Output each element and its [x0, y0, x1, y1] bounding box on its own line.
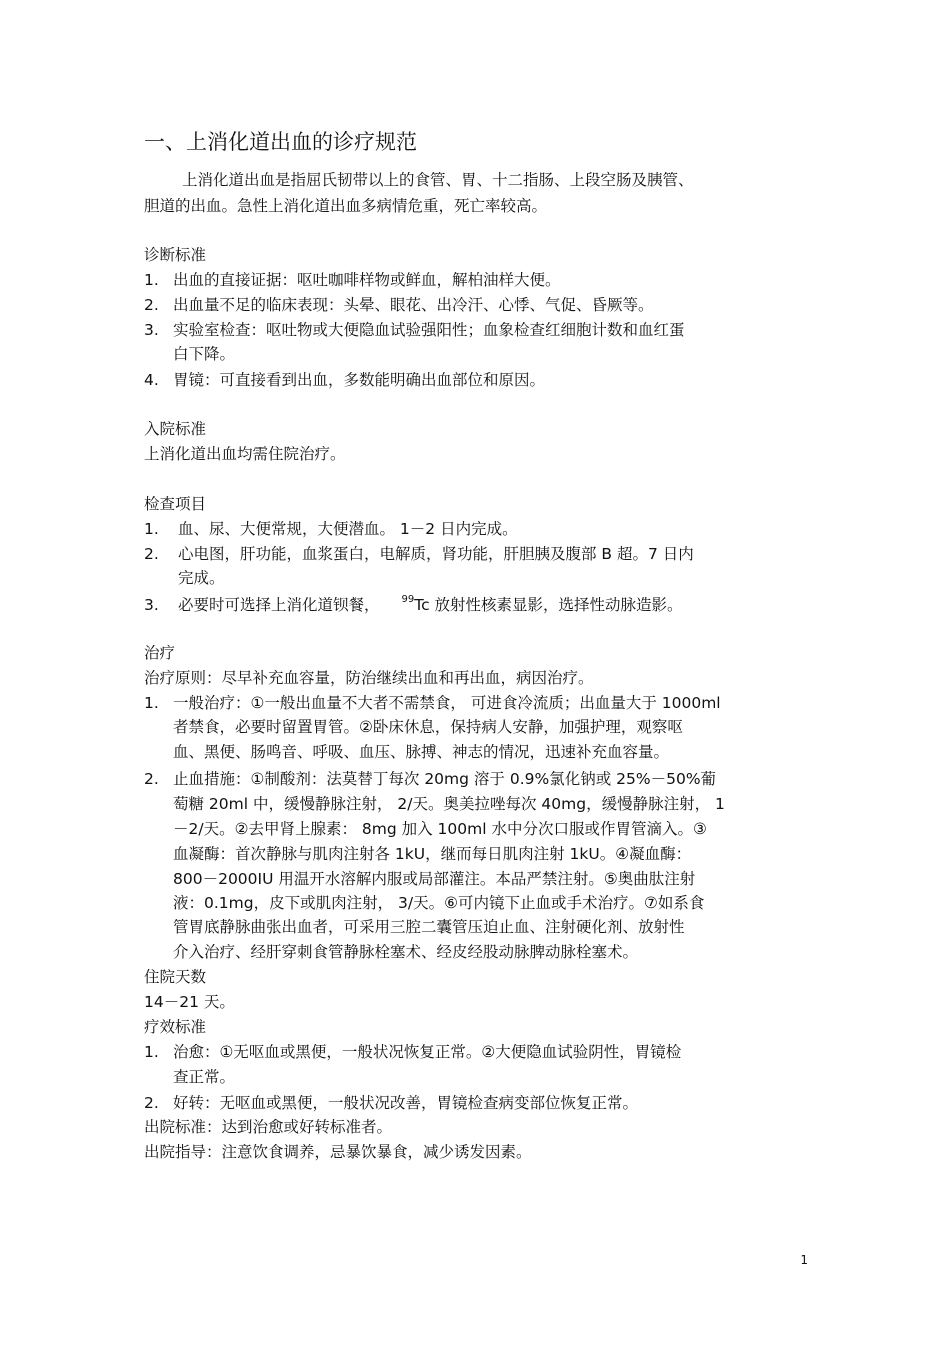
list-number: 1. — [144, 271, 159, 289]
section-heading-stay: 住院天数 — [144, 968, 207, 986]
list-item: 一般治疗：①一般出血量不大者不需禁食， 可进食冷流质；出血量大于 1000ml — [173, 694, 721, 712]
section-heading-treatment: 治疗 — [144, 644, 176, 662]
list-item-continued: 管胃底静脉曲张出血者，可采用三腔二囊管压迫止血、注射硬化剂、放射性 — [173, 918, 685, 936]
list-item-text: Tc 放射性核素显影，选择性动脉造影。 — [414, 596, 683, 614]
list-item: 出血量不足的临床表现：头晕、眼花、出冷汗、心悸、气促、昏厥等。 — [173, 296, 654, 314]
list-item-continued: 者禁食，必要时留置胃管。②卧床休息，保持病人安静，加强护理，观察呕 — [173, 718, 683, 736]
intro-line: 胆道的出血。急性上消化道出血多病情危重，死亡率较高。 — [144, 197, 548, 215]
list-item: 胃镜：可直接看到出血，多数能明确出血部位和原因。 — [173, 371, 546, 389]
intro-line: 上消化道出血是指屈氏韧带以上的食管、胃、十二指肠、上段空肠及胰管、 — [182, 171, 694, 189]
list-item-continued: 查正常。 — [173, 1068, 236, 1086]
list-item-continued: 血、黑便、肠鸣音、呼吸、血压、脉搏、神志的情况，迅速补充血容量。 — [173, 743, 670, 761]
treatment-principle: 治疗原则：尽早补充血容量，防治继续出血和再出血，病因治疗。 — [144, 669, 594, 687]
list-item: 出血的直接证据：呕吐咖啡样物或鲜血，解柏油样大便。 — [173, 271, 561, 289]
list-item: 血、尿、大便常规，大便潜血。 1－2 日内完成。 — [178, 520, 518, 538]
list-number: 2. — [144, 296, 159, 314]
list-item-text: 必要时可选择上消化道钡餐， — [178, 596, 380, 614]
admission-text: 上消化道出血均需住院治疗。 — [144, 445, 346, 463]
discharge-criteria: 出院标准：达到治愈或好转标准者。 — [144, 1118, 393, 1136]
superscript: 99 — [401, 594, 415, 605]
list-item: 心电图，肝功能，血浆蛋白，电解质，肾功能，肝胆胰及腹部 B 超。7 日内 — [178, 545, 694, 563]
list-number: 2. — [144, 1094, 159, 1112]
list-item — [178, 594, 683, 619]
list-item-continued: 介入治疗、经肝穿刺食管静脉栓塞术、经皮经股动脉脾动脉栓塞术。 — [173, 943, 639, 961]
list-item: 止血措施：①制酸剂：法莫替丁每次 20mg 溶于 0.9%氯化钠或 25%－50%葡 — [173, 770, 717, 788]
list-number: 3. — [144, 596, 159, 614]
list-item-continued: 液：0.1mg，皮下或肌肉注射， 3/天。⑥可内镜下止血或手术治疗。⑦如系食 — [173, 894, 705, 912]
section-heading-efficacy: 疗效标准 — [144, 1018, 207, 1036]
list-number: 1. — [144, 694, 159, 712]
page-title: 一、上消化道出血的诊疗规范 — [144, 130, 417, 154]
section-heading-exams: 检查项目 — [144, 495, 207, 513]
stay-text: 14－21 天。 — [144, 993, 235, 1011]
list-item-continued: 血凝酶：首次静脉与肌肉注射各 1kU，继而每日肌肉注射 1kU。④凝血酶： — [173, 845, 692, 863]
list-number: 2. — [144, 770, 159, 788]
list-item-continued: 完成。 — [178, 569, 225, 587]
discharge-guidance: 出院指导：注意饮食调养，忌暴饮暴食，减少诱发因素。 — [144, 1143, 532, 1161]
list-item-continued: －2/天。②去甲肾上腺素： 8mg 加入 100ml 水中分次口服或作胃管滴入。③ — [173, 820, 707, 838]
list-item: 实验室检查：呕吐物或大便隐血试验强阳性；血象检查红细胞计数和血红蛋 — [173, 321, 685, 339]
list-item: 治愈：①无呕血或黑便，一般状况恢复正常。②大便隐血试验阴性，胃镜检 — [173, 1043, 682, 1061]
list-number: 3. — [144, 321, 159, 339]
list-item-continued: 800－2000IU 用温开水溶解内服或局部灌注。本品严禁注射。⑤奥曲肽注射 — [173, 870, 696, 888]
list-number: 1. — [144, 520, 159, 538]
list-item: 好转：无呕血或黑便，一般状况改善，胃镜检查病变部位恢复正常。 — [173, 1094, 639, 1112]
list-number: 4. — [144, 371, 159, 389]
list-item-continued: 萄糖 20ml 中，缓慢静脉注射， 2/天。奥美拉唑每次 40mg，缓慢静脉注射， 1 — [173, 795, 725, 813]
section-heading-admission: 入院标准 — [144, 420, 207, 438]
section-heading-diagnosis: 诊断标准 — [144, 246, 207, 264]
list-number: 2. — [144, 545, 159, 563]
list-number: 1. — [144, 1043, 159, 1061]
page-number: 1 — [800, 1253, 808, 1267]
list-item-continued: 白下降。 — [173, 345, 236, 363]
